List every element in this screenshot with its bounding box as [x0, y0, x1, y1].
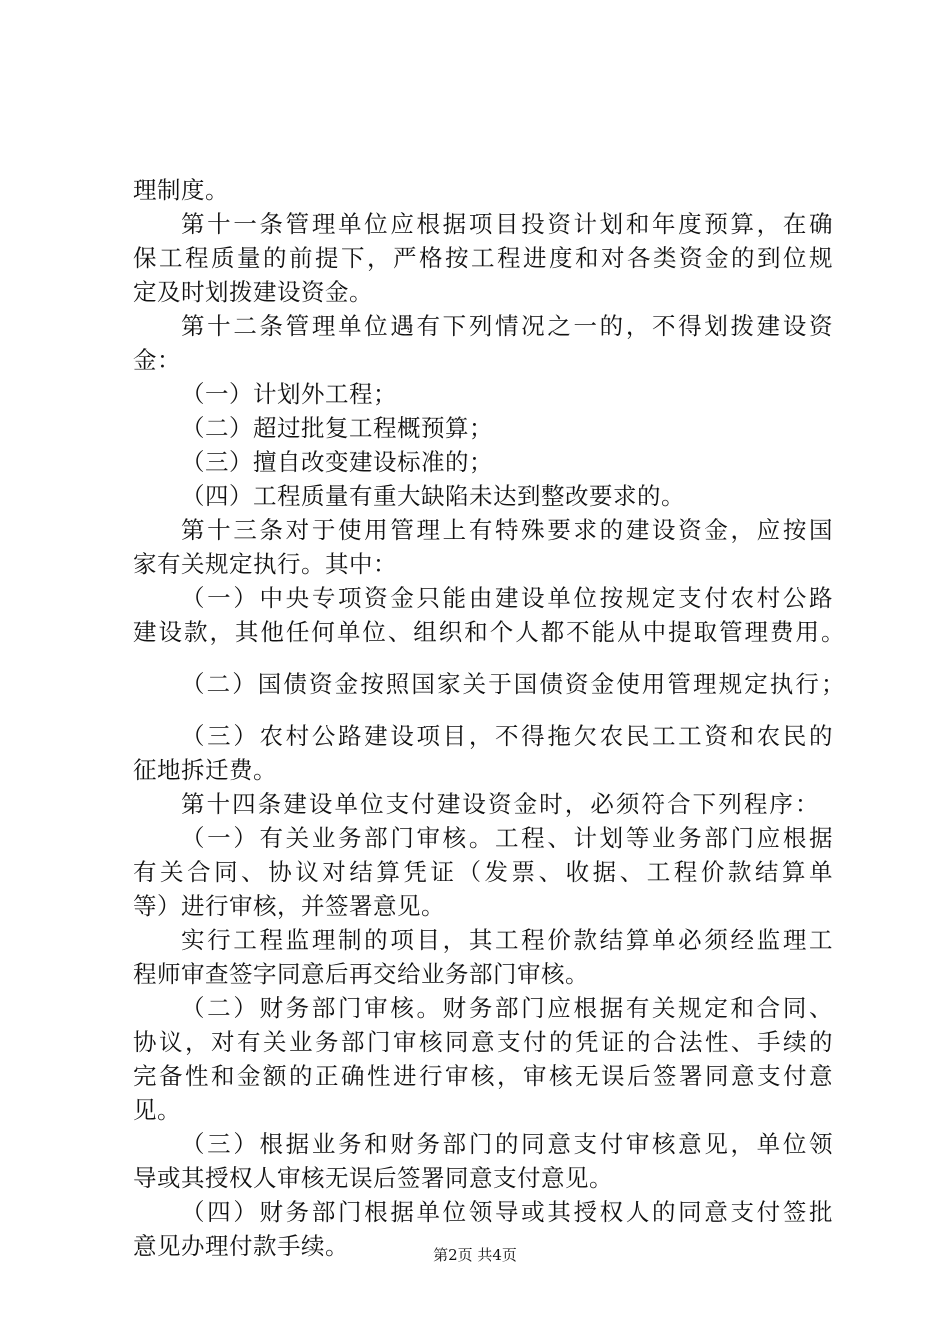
- text-line: 等）进行审核，并签署意见。: [133, 892, 445, 920]
- list-item: （二）超过批复工程概预算；: [181, 414, 493, 442]
- list-item: （四）工程质量有重大缺陷未达到整改要求的。: [181, 482, 685, 510]
- text-line: 第十一条管理单位应根据项目投资计划和年度预算，在确: [181, 210, 833, 238]
- text-line: 导或其授权人审核无误后签署同意支付意见。: [133, 1164, 613, 1192]
- text-line: 有关合同、协议对结算凭证（发票、收据、工程价款结算单: [133, 858, 833, 886]
- text-line: 家有关规定执行。其中：: [133, 550, 397, 578]
- text-line: 建设款，其他任何单位、组织和个人都不能从中提取管理费用。: [133, 618, 845, 646]
- text-line: （二）财务部门审核。财务部门应根据有关规定和合同、: [181, 994, 833, 1022]
- text-line: （四）财务部门根据单位领导或其授权人的同意支付签批: [181, 1198, 833, 1226]
- text-line: （三）农村公路建设项目，不得拖欠农民工工资和农民的: [181, 722, 833, 750]
- text-line: （三）根据业务和财务部门的同意支付审核意见，单位领: [181, 1130, 833, 1158]
- text-line: 第十三条对于使用管理上有特殊要求的建设资金，应按国: [181, 516, 833, 544]
- text-line: （一）中央专项资金只能由建设单位按规定支付农村公路: [181, 584, 833, 612]
- list-item: （三）擅自改变建设标准的；: [181, 448, 493, 476]
- text-line: 定及时划拨建设资金。: [133, 278, 373, 306]
- text-line: 保工程质量的前提下，严格按工程进度和对各类资金的到位规: [133, 244, 833, 272]
- list-item: （一）计划外工程；: [181, 380, 397, 408]
- page-footer: 第2页 共4页: [433, 1246, 517, 1264]
- text-line: 第十二条管理单位遇有下列情况之一的，不得划拨建设资: [181, 312, 833, 340]
- text-line: 征地拆迁费。: [133, 756, 277, 784]
- text-line: 金：: [133, 346, 181, 374]
- text-line: （一）有关业务部门审核。工程、计划等业务部门应根据: [181, 824, 833, 852]
- text-line: 完备性和金额的正确性进行审核，审核无误后签署同意支付意: [133, 1062, 833, 1090]
- text-line: 第十四条建设单位支付建设资金时，必须符合下列程序：: [181, 790, 819, 818]
- text-line: 实行工程监理制的项目，其工程价款结算单必须经监理工: [181, 926, 833, 954]
- text-line: 理制度。: [133, 176, 229, 204]
- text-line: 见。: [133, 1096, 181, 1124]
- text-line: 程师审查签字同意后再交给业务部门审核。: [133, 960, 589, 988]
- text-line: 意见办理付款手续。: [133, 1232, 349, 1260]
- text-line: （二）国债资金按照国家关于国债资金使用管理规定执行；: [181, 670, 845, 698]
- text-line: 协议，对有关业务部门审核同意支付的凭证的合法性、手续的: [133, 1028, 833, 1056]
